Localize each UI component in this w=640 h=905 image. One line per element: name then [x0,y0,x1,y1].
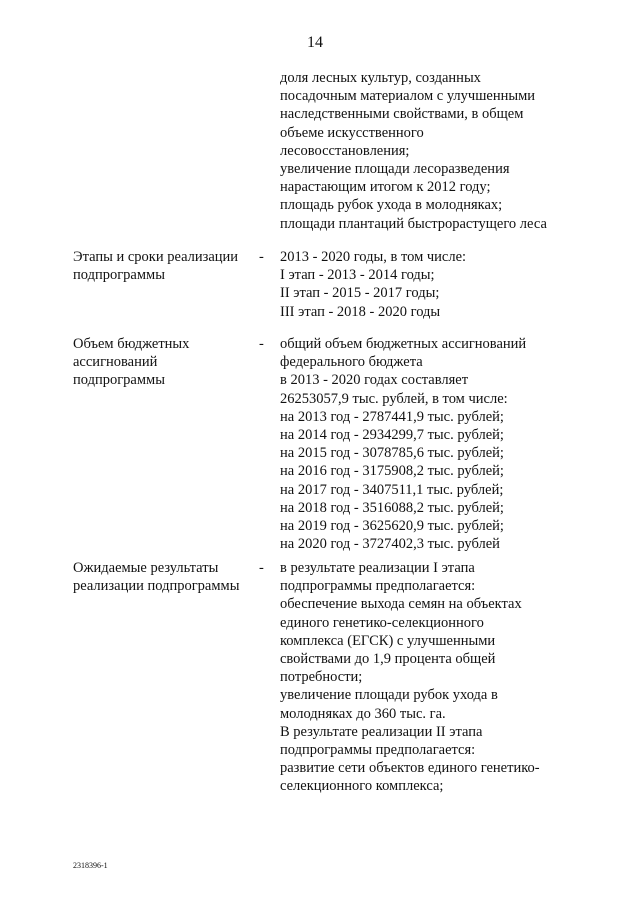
stages-label [73,248,258,284]
text-line: федерального бюджета [280,354,423,371]
text-line: 2013 - 2020 годы, в том числе: [280,249,467,265]
text-line: увеличение площади лесоразведения [280,161,510,178]
results-value [280,559,580,796]
text-line: подпрограммы предполагается: [280,578,476,595]
text-line: свойствами до 1,9 процента общей [280,651,496,668]
budget-year-line: на 2013 год - 2787441,9 тыс. рублей; [280,408,504,425]
text-line: обеспечение выхода семян на объектах [280,596,522,613]
text-line: молодняках до 360 тыс. га. [280,705,446,722]
text-line: развитие сети объектов единого генетико- [280,760,540,777]
budget-dash: - [259,336,264,352]
results-dash: - [259,560,264,576]
text-line: в 2013 - 2020 годах составляет [280,372,469,389]
text-line: общий объем бюджетных ассигнований [280,336,527,352]
text-line: площади плантаций быстрорастущего леса [280,215,547,232]
stages-dash: - [259,249,264,265]
label-line: подпрограммы [73,267,165,284]
text-line: доля лесных культур, созданных [280,70,481,86]
text-line: потребности; [280,669,363,686]
budget-year-line: на 2017 год - 3407511,1 тыс. рублей; [280,481,504,498]
text-line: лесовосстановления; [280,142,410,159]
label-line: Объем бюджетных [73,336,190,352]
text-line: наследственными свойствами, в общем [280,106,524,123]
budget-year-line: на 2020 год - 3727402,3 тыс. рублей [280,536,500,553]
results-label [73,559,258,595]
text-line: III этап - 2018 - 2020 годы [280,303,441,320]
text-line: единого генетико-селекционного [280,614,484,631]
budget-year-line: на 2015 год - 3078785,6 тыс. рублей; [280,445,504,462]
budget-year-line: на 2019 год - 3625620,9 тыс. рублей; [280,518,504,535]
page-number: 14 [307,34,323,51]
budget-year-line: на 2014 год - 2934299,7 тыс. рублей; [280,427,504,444]
text-line: I этап - 2013 - 2014 годы; [280,267,435,284]
text-line: 26253057,9 тыс. рублей, в том числе: [280,390,508,407]
budget-value [280,335,580,553]
stages-value [280,248,580,321]
text-line: нарастающим итогом к 2012 году; [280,179,491,196]
text-line: II этап - 2015 - 2017 годы; [280,285,440,302]
budget-label [73,335,258,390]
document-code: 2318396-1 [73,861,108,870]
continuation-text [280,69,580,233]
label-line: Этапы и сроки реализации [73,249,239,265]
budget-year-line: на 2018 год - 3516088,2 тыс. рублей; [280,499,504,516]
text-line: площадь рубок ухода в молодняках; [280,197,503,214]
label-line: Ожидаемые результаты [73,560,219,576]
text-line: подпрограммы предполагается: [280,742,476,759]
budget-year-line: на 2016 год - 3175908,2 тыс. рублей; [280,463,504,480]
label-line: реализации подпрограммы [73,578,240,595]
text-line: увеличение площади рубок ухода в [280,687,498,704]
text-line: комплекса (ЕГСК) с улучшенными [280,632,496,649]
text-line: В результате реализации II этапа [280,723,483,740]
text-line: в результате реализации I этапа [280,560,475,576]
label-line: ассигнований [73,354,158,371]
text-line: селекционного комплекса; [280,778,444,795]
label-line: подпрограммы [73,372,165,389]
text-line: объеме искусственного [280,124,424,141]
text-line: посадочным материалом с улучшенными [280,88,536,105]
